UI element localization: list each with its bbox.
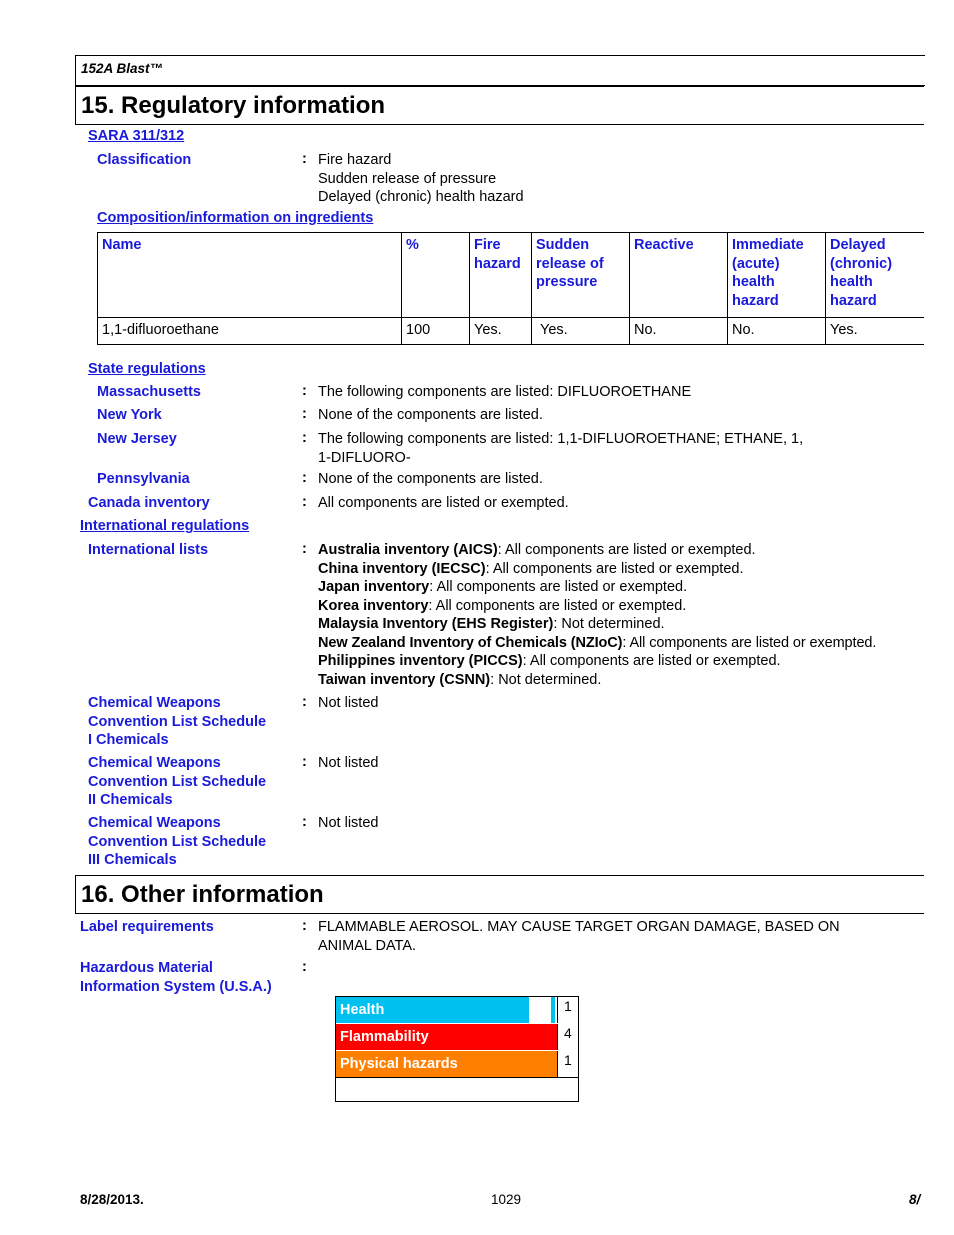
cell: 100 [402,318,470,345]
cw-schedule-1-label: Chemical Weapons Convention List Schedule I Chemicals [88,695,267,748]
international-lists [318,541,938,689]
footer-right: 8/ [909,1192,921,1207]
list-item: New Zealand Inventory of Chemicals (NZIoC): All components are listed or exempted. [318,634,877,651]
canada-inventory-label: Canada inventory [88,495,210,511]
label-requirements-label: Label requirements [80,919,214,935]
hmis-physical-value: 1 [557,1051,579,1077]
cw-schedule-3-label: Chemical Weapons Convention List Schedule III Chemicals [88,815,267,868]
state-value-pennsylvania: None of the components are listed. [318,471,543,487]
hmis-flammability-value: 4 [557,1024,579,1050]
col-sudden-release: Sudden release of pressure [532,233,630,318]
hmis-health-marker [551,997,555,1023]
colon: : [302,406,307,422]
hmis-health-value: 1 [557,997,579,1023]
footer-date: 8/28/2013. [80,1192,144,1207]
cell: 1,1-difluoroethane [98,318,402,345]
state-label-massachusetts: Massachusetts [97,384,201,400]
col-reactive: Reactive [630,233,728,318]
list-item: China inventory (IECSC): All components are listed or exempted. [318,560,744,577]
colon: : [302,470,307,486]
list-item: Philippines inventory (PICCS): All components are listed or exempted. [318,653,781,669]
product-header [75,55,925,86]
cw-schedule-1-value: Not listed [318,695,379,711]
international-regulations-heading[interactable]: International regulations [80,518,250,534]
colon: : [302,383,307,399]
state-label-pennsylvania: Pennsylvania [97,471,190,487]
state-value-massachusetts: The following components are listed: DIFLUOROETHANE [318,384,692,400]
cw-schedule-3-value: Not listed [318,815,379,831]
colon: : [302,430,307,446]
hmis-rating-box [335,996,579,1102]
colon: : [302,918,307,934]
state-label-new-york: New York [97,407,162,423]
colon: : [302,541,307,557]
col-percent: % [402,233,470,318]
composition-heading[interactable]: Composition/information on ingredients [97,210,374,226]
canada-inventory-value: All components are listed or exempted. [318,495,569,511]
cell: Yes. [470,318,532,345]
colon: : [302,754,307,770]
hmis-flammability-bar: Flammability [336,1024,557,1050]
hmis-divider [336,1077,578,1078]
cell: No. [728,318,826,345]
sara-heading[interactable]: SARA 311/312 [88,128,185,144]
list-item: Japan inventory: All components are listed or exempted. [318,579,688,595]
cw-schedule-2-value: Not listed [318,755,379,771]
col-fire-hazard: Fire hazard [470,233,532,318]
cell: Yes. [826,318,925,345]
classification-label: Classification [97,152,192,168]
cw-schedule-2-label: Chemical Weapons Convention List Schedule II Chemicals [88,755,267,808]
classification-values [318,151,524,207]
classification-item: Sudden release of pressure [318,170,497,187]
colon: : [302,814,307,830]
table-row [98,318,925,345]
colon: : [302,151,307,167]
label-requirements-value: FLAMMABLE AEROSOL. MAY CAUSE TARGET ORGAN DAMAGE, BASED ON ANIMAL DATA. [318,919,840,954]
international-lists-label: International lists [88,542,209,558]
classification-item: Fire hazard [318,152,392,168]
state-value-new-jersey: The following components are listed: 1,1-DIFLUOROETHANE; ETHANE, 1, 1-DIFLUORO- [318,431,804,466]
table-header-row [98,233,925,318]
list-item: Malaysia Inventory (EHS Register): Not determined. [318,616,665,632]
section-16-title: 16. Other information [75,875,924,914]
colon: : [302,959,307,975]
col-immediate-health: Immediate (acute) health hazard [728,233,826,318]
cell: Yes. [532,318,630,345]
list-item: Taiwan inventory (CSNN): Not determined. [318,671,602,688]
hmis-physical-bar: Physical hazards [336,1051,557,1077]
hmis-label: Hazardous Material Information System (U.S.A.) [80,960,272,995]
product-name: 152A Blast™ [81,61,164,76]
footer-page-number: 1029 [491,1192,522,1207]
state-label-new-jersey: New Jersey [97,431,177,447]
col-name: Name [98,233,402,318]
state-value-new-york: None of the components are listed. [318,407,543,423]
list-item: Australia inventory (AICS): All components are listed or exempted. [318,542,756,558]
col-delayed-health: Delayed (chronic) health hazard [826,233,925,318]
section-15-title: 15. Regulatory information [75,86,924,125]
list-item: Korea inventory: All components are listed or exempted. [318,597,687,614]
state-regulations-heading[interactable]: State regulations [88,361,206,377]
cell: No. [630,318,728,345]
colon: : [302,694,307,710]
composition-table [97,232,924,345]
classification-item: Delayed (chronic) health hazard [318,189,524,205]
hmis-health-bar: Health [336,997,529,1023]
colon: : [302,494,307,510]
